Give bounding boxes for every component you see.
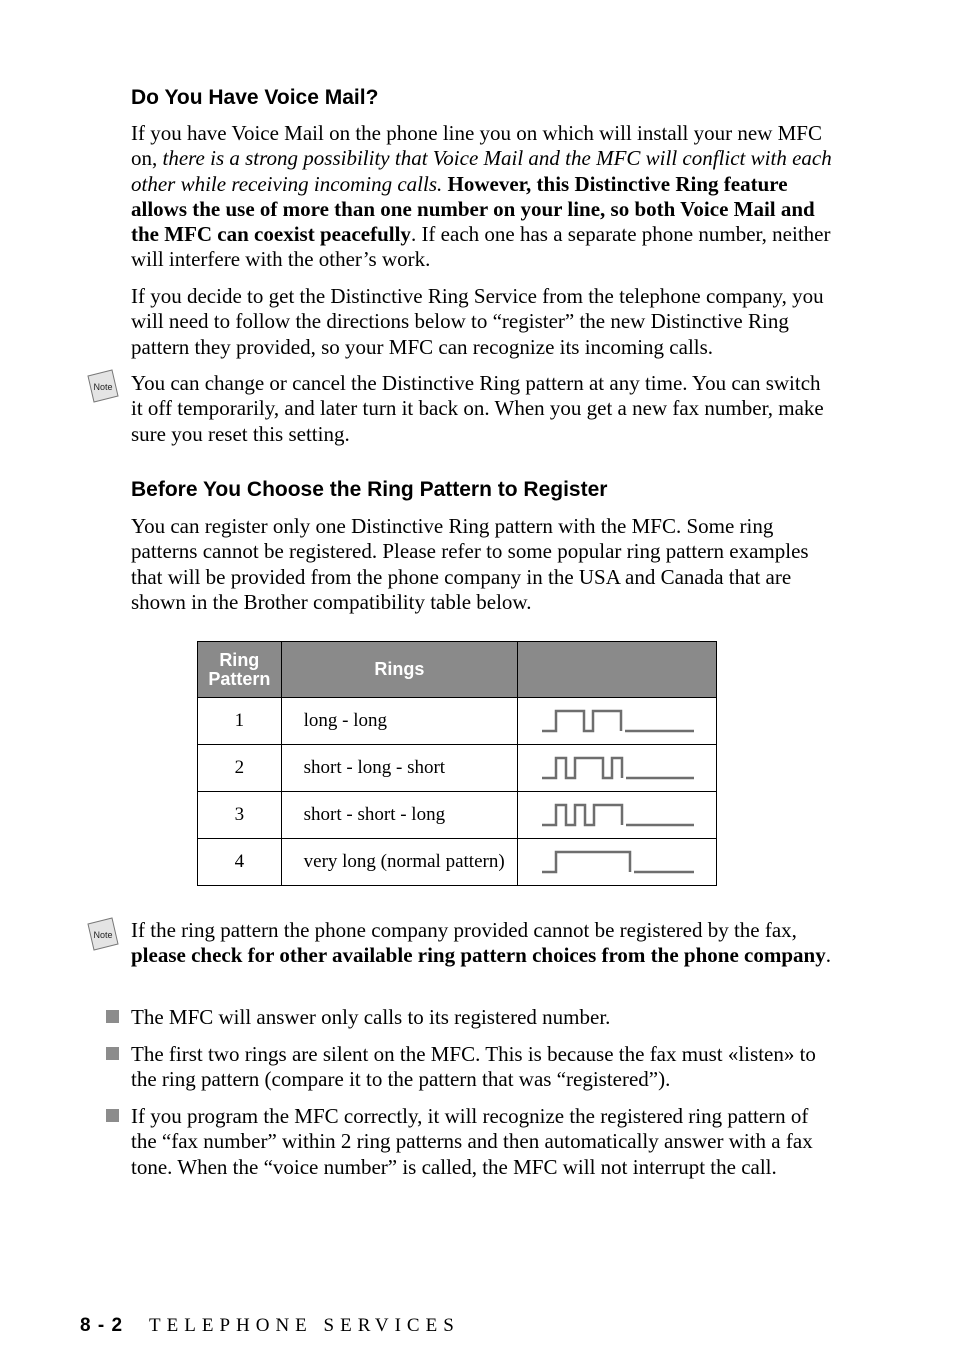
bullet-item-1: The MFC will answer only calls to its registered number. [131,1005,611,1029]
note-text-2 [131,918,836,969]
ring-pattern-diagram [518,792,717,839]
page-number: 8 - 2 [80,1315,124,1336]
note-bold-text: please check for other available ring pattern choices from the phone company [131,943,826,968]
ring-waveform-line [542,758,622,778]
note-icon [86,368,120,404]
note-icon-label: Note [93,382,113,392]
ring-waveform-line [542,805,622,825]
bullet-square-icon [106,1109,119,1122]
note-icon-label: Note [93,930,113,940]
para-text: . If each one has a separate phone number, neither will interfere with the other’s work. [131,222,831,272]
para-bold-text: However, this Distinctive Ring feature allows the use of more than one number on your line, so both Voice Mail and the MFC can coexist peacefully [131,171,815,247]
ring-pattern-diagram [518,698,717,745]
rings-description: long - long [281,698,518,745]
rings-description: very long (normal pattern) [281,839,518,886]
header-pattern-diagram [518,642,717,698]
bullet-item-3: If you program the MFC correctly, it will recognize the registered ring pattern of the “fax number” within 2 ring patterns and then automatically answer with a fax tone. When the “voice number” is called, the MFC will not interrupt the call. [131,1104,813,1179]
ring-waveform-line [542,852,630,872]
rings-description: short - long - short [281,745,518,792]
header-ring-pattern-line1: Ring [219,649,260,670]
ring-pattern-table [197,641,717,886]
section-heading-ring-pattern: Before You Choose the Ring Pattern to Register [131,478,608,501]
note-text: . [825,943,831,968]
header-ring-pattern-line2: Pattern [208,668,271,689]
section-heading-voice-mail: Do You Have Voice Mail? [131,86,379,109]
footer-section-title: TELEPHONE SERVICES [149,1315,460,1336]
table-row [198,792,717,839]
header-ring-pattern [198,642,282,698]
ring-waveform-line [542,711,621,731]
bullet-square-icon [106,1047,119,1060]
note-icon [86,916,120,952]
ring-waveform-icon [542,801,697,829]
ring-pattern-number: 4 [198,839,282,886]
table-row [198,698,717,745]
para-text: If you have Voice Mail on the phone line you on which will install your new MFC on, [131,121,822,171]
ring-pattern-number: 1 [198,698,282,745]
ring-waveform-icon [542,754,697,782]
ring-waveform-icon [542,707,697,735]
bullet-item-2: The first two rings are silent on the MFC. This is because the fax must «listen» to the ring pattern (compare it to the pattern that was “registered”). [131,1042,816,1092]
ring-pattern-diagram [518,745,717,792]
para-italic-text: there is a strong possibility that Voice Mail and the MFC will conflict with each other while receiving incoming calls. [131,146,832,196]
ring-pattern-number: 3 [198,792,282,839]
ring-pattern-diagram [518,839,717,886]
note-text-1: You can change or cancel the Distinctive Ring pattern at any time. You can switch it off temporarily, and later turn it back on. When you get a new fax number, make sure you reset this setting. [131,371,824,446]
voice-mail-paragraph-1 [131,121,836,273]
note-text: If the ring pattern the phone company provided cannot be registered by the fax, [131,918,797,942]
rings-description: short - short - long [281,792,518,839]
voice-mail-paragraph-2: If you decide to get the Distinctive Ring Service from the telephone company, you will need to follow the directions below to “register” the new Distinctive Ring pattern they provided, so your MFC can recognize its incoming calls. [131,284,824,359]
bullet-square-icon [106,1010,119,1023]
table-row [198,839,717,886]
page-footer [80,1315,460,1337]
ring-waveform-icon [542,848,697,876]
header-rings: Rings [281,642,518,698]
table-header-row [198,642,717,698]
ring-pattern-paragraph: You can register only one Distinctive Ring pattern with the MFC. Some ring patterns cannot be registered. Please refer to some popular ring pattern examples that will be provided from the phone company in the USA and Canada that are shown in the Brother compatibility table below. [131,514,809,614]
ring-pattern-number: 2 [198,745,282,792]
table-row [198,745,717,792]
